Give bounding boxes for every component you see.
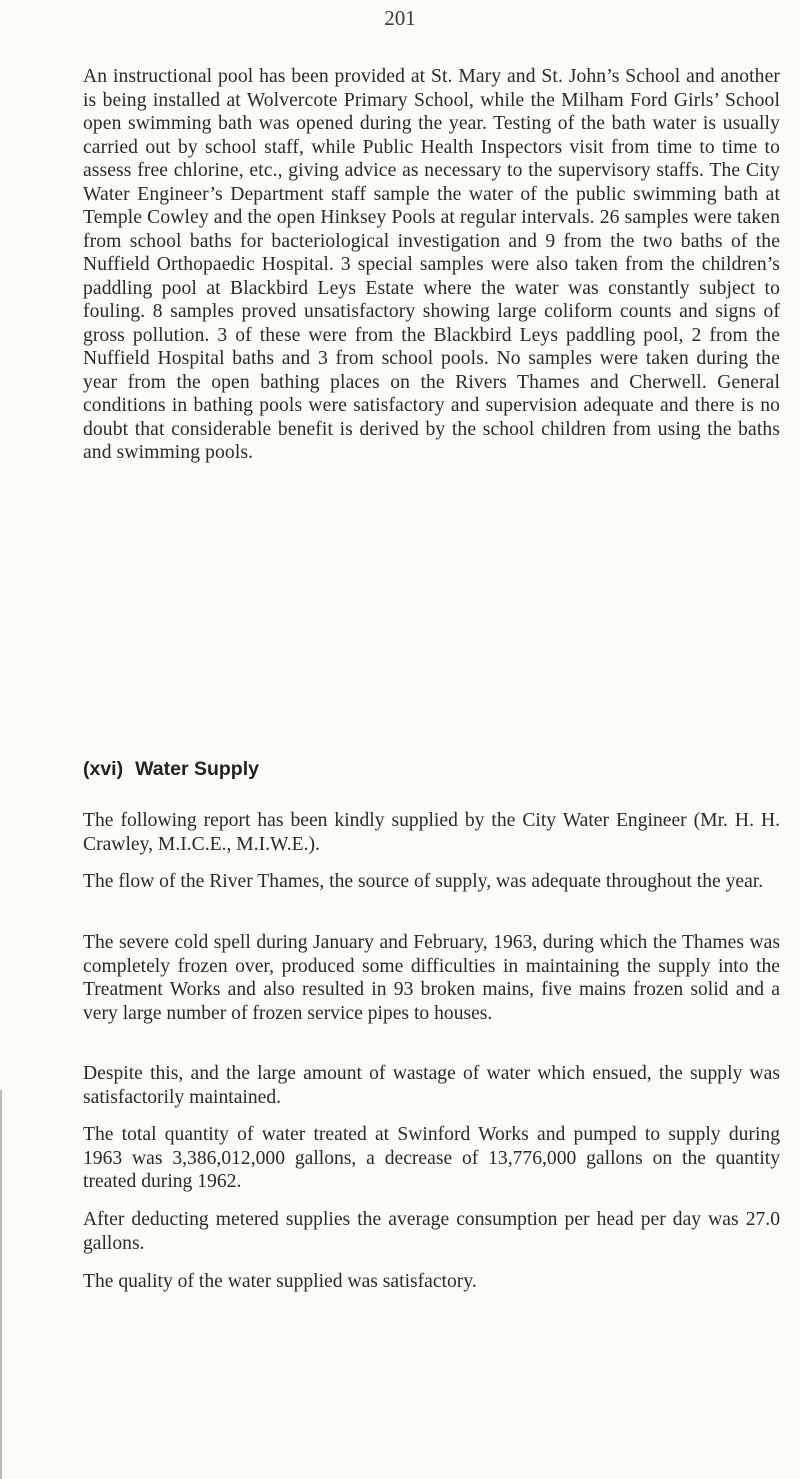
paragraph-consumption: After deducting metered supplies the average consumption per head per day was 27.0 gallons.	[83, 1209, 780, 1254]
paragraph-supply-maintained: Despite this, and the large amount of wastage of water which ensued, the supply was satisfactorily maintained.	[83, 1063, 780, 1108]
section-title: Water Supply	[135, 758, 259, 780]
paragraph-report-source: The following report has been kindly supplied by the City Water Engineer (Mr. H. H. Crawley, M.I.C.E., M.I.W.E.).	[83, 810, 780, 855]
scan-edge-shadow	[0, 1090, 2, 1479]
page-number: 201	[384, 6, 416, 30]
paragraph-river-flow: The flow of the River Thames, the source of supply, was adequate throughout the year.	[83, 871, 764, 892]
intro-paragraph: An instructional pool has been provided at St. Mary and St. John’s School and another is being installed at Wolvercote Primary School, while the Milham Ford Girls’ School open swimming bath was opened during the year. Testing of the bath water is usually carried out by school staff, while Public Health Inspectors visit from time to time to assess free chlorine, etc., giving advice as necessary to the supervisory staffs. The City Water Engineer’s Department staff sample the water of the public swimming bath at Temple Cowley and the open Hinksey Pools at regular intervals. 26 samples were taken from school baths for bacteriological investigation and 9 from the two baths of the Nuffield Orthopaedic Hospital. 3 special samples were also taken from the children’s paddling pool at Blackbird Leys Estate where the water was constantly subject to fouling. 8 samples proved unsatisfactory showing large coliform counts and signs of gross pollution. 3 of these were from the Blackbird Leys paddling pool, 2 from the Nuffield Hospital baths and 3 from school pools. No samples were taken during the year from the open bathing places on the Rivers Thames and Cherwell. General conditions in bathing pools were satisfactory and supervision adequate and there is no doubt that considerable benefit is derived by the school children from using the baths and swimming pools.	[83, 66, 780, 463]
section-heading	[83, 758, 259, 781]
paragraph-total-quantity: The total quantity of water treated at Swinford Works and pumped to supply during 1963 was 3,386,012,000 gallons, a decrease of 13,776,000 gallons on the quantity treated during 1962.	[83, 1124, 780, 1192]
section-number: (xvi)	[83, 758, 124, 780]
paragraph-cold-spell: The severe cold spell during January and February, 1963, during which the Thames was completely frozen over, produced some difficulties in maintaining the supply into the Treatment Works and also resulted in 93 broken mains, five mains frozen solid and a very large number of frozen service pipes to houses.	[83, 932, 780, 1024]
paragraph-quality: The quality of the water supplied was satisfactory.	[83, 1271, 477, 1292]
